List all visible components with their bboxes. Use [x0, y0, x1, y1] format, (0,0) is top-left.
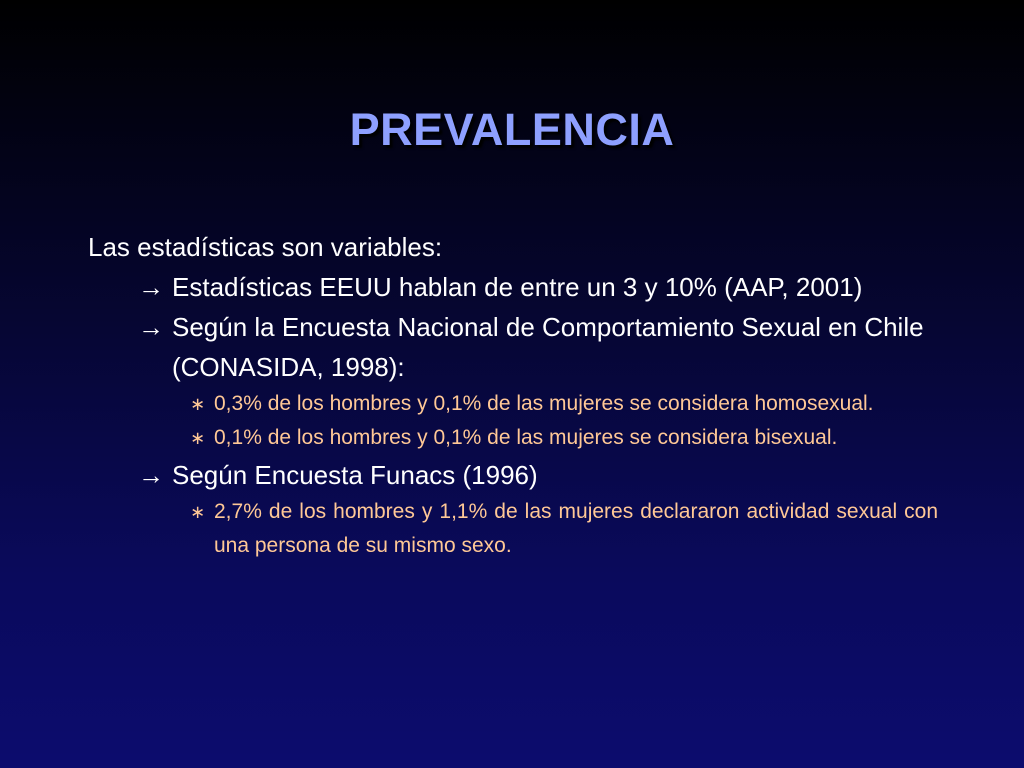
bullet-text: Según la Encuesta Nacional de Comportamiento Sexual en Chile (CONASIDA, 1998): [172, 312, 924, 382]
sub-bullet-text: 0,3% de los hombres y 0,1% de las mujeres se considera homosexual. [214, 392, 874, 415]
arrow-icon: → [138, 272, 164, 302]
asterisk-icon: ∗ [190, 394, 206, 414]
bullet-item [138, 455, 948, 495]
sub-bullet-text: 2,7% de los hombres y 1,1% de las mujeres declararon actividad sexual con una persona de su mismo sexo. [214, 500, 938, 557]
bullet-text: Según Encuesta Funacs (1996) [172, 460, 538, 490]
asterisk-icon: ∗ [190, 502, 206, 522]
bullet-item [138, 267, 948, 307]
arrow-icon: → [138, 460, 164, 490]
sub-bullet-item [190, 421, 938, 455]
slide-title: PREVALENCIA [349, 104, 675, 155]
intro-text: Las estadísticas son variables: [88, 232, 443, 262]
arrow-icon: → [138, 312, 164, 342]
slide-body [88, 227, 948, 563]
sub-bullet-text: 0,1% de los hombres y 0,1% de las mujeres se considera bisexual. [214, 426, 838, 449]
asterisk-icon: ∗ [190, 428, 206, 448]
bullet-item [138, 307, 948, 387]
sub-bullet-item [190, 495, 938, 563]
bullet-text: Estadísticas EEUU hablan de entre un 3 y 10% (AAP, 2001) [172, 272, 863, 302]
sub-bullet-item [190, 387, 938, 421]
